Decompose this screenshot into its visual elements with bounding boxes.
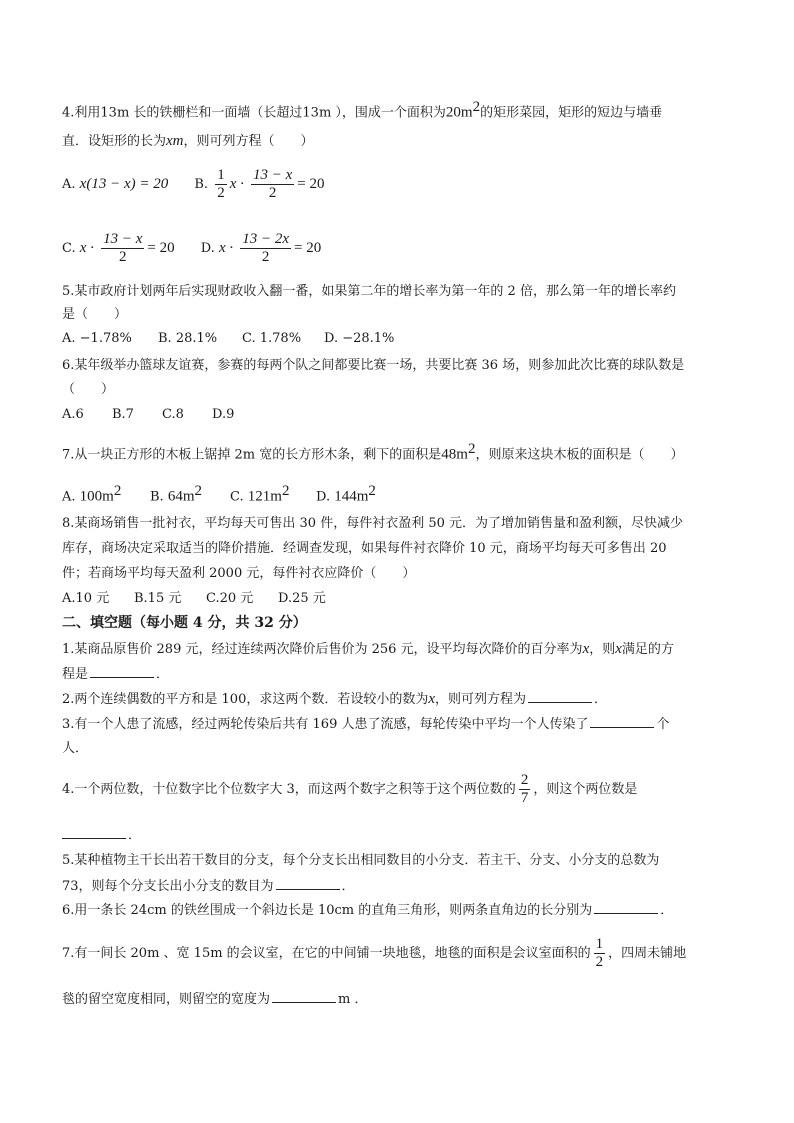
option-label: C. xyxy=(230,489,244,505)
q8-option-a[interactable]: A.10 元 xyxy=(62,591,110,606)
f6-text: 6.用一条长 24cm 的铁丝围成一个斜边长是 10cm 的直角三角形，则两条直角边的长分别为 xyxy=(62,903,593,918)
f4-line1 xyxy=(62,770,637,810)
f7-text: 7.有一间长 20m 、宽 15m 的会议室，在它的中间铺一块地毯，地毯的面积是会议室面积的 xyxy=(62,946,591,961)
q4-text: 4.利用13m 长的铁栅栏和一面墙（长超过13m ），围成一个面积为 xyxy=(62,105,446,121)
q6-option-d[interactable]: D.9 xyxy=(212,407,235,422)
option-value: 144m xyxy=(334,488,369,505)
q4-text: 直．设矩形的长为 xyxy=(62,134,167,149)
q7-option-a[interactable] xyxy=(62,482,150,506)
q8-option-d[interactable]: D.25 元 xyxy=(278,591,326,606)
q4-options-ab xyxy=(62,164,325,205)
q5-line2: 是（ ） xyxy=(62,307,128,322)
option-expr: x(13 − x) = 20 xyxy=(79,176,169,192)
option-label: D. xyxy=(200,241,215,256)
q8-line1: 8.某商场销售一批衬衣，平均每天可售出 30 件，每件衬衣盈利 50 元．为了增加销售量和盈利额，尽快减少 xyxy=(62,516,684,531)
denominator: 2 xyxy=(217,185,225,201)
f7-line2 xyxy=(62,990,367,1009)
q7-area-exp: 2 xyxy=(467,441,476,457)
q6-option-b[interactable]: B.7 xyxy=(112,407,134,422)
f1-text: 满足的方 xyxy=(621,642,674,657)
f5-text: 73，则每个分支长出小分支的数目为 xyxy=(62,879,274,894)
option-term: = 20 xyxy=(297,176,325,192)
f3-line2: 人． xyxy=(62,741,89,756)
q4-line2 xyxy=(62,132,314,151)
fraction xyxy=(101,231,144,266)
q5-option-d[interactable]: D. −28.1% xyxy=(324,331,395,346)
q4-area-exp: 2 xyxy=(472,99,481,115)
f1-var: x xyxy=(582,641,590,657)
q7-option-b[interactable] xyxy=(150,482,230,506)
f5-line1: 5.某种植物主干长出若干数目的分支，每个分支长出相同数目的小分支．若主干、分支、小分支的总数为 xyxy=(62,853,660,868)
numerator: 1 xyxy=(595,936,604,952)
denominator: 2 xyxy=(595,954,604,970)
f5-text: ． xyxy=(341,879,355,894)
f2-var: x xyxy=(428,691,436,707)
option-exp: 2 xyxy=(368,483,376,499)
option-term: x · xyxy=(229,176,244,192)
f6-line xyxy=(62,901,673,920)
q4-option-c[interactable] xyxy=(62,228,175,269)
q7-text: 7.从一块正方形的木板上锯掉 2m 宽的长方形木条，剩下的面积是 xyxy=(62,447,442,463)
q6-line2: （ ） xyxy=(62,382,115,397)
f1-line2 xyxy=(62,665,169,684)
f1-text: ． xyxy=(156,667,170,682)
f1-text: 1.某商品原售价 289 元，经过连续两次降价后售价为 256 元，设平均每次降价的百分率为 xyxy=(62,642,583,657)
q7-option-d[interactable] xyxy=(316,482,376,506)
q4-text: ，则可列方程（ ） xyxy=(183,134,314,149)
denominator: 2 xyxy=(101,248,144,266)
f2-line xyxy=(62,690,607,709)
f4-text: ． xyxy=(128,828,142,843)
q5-option-c[interactable]: C. 1.78% xyxy=(242,331,302,346)
q8-option-b[interactable]: B.15 元 xyxy=(134,591,182,606)
q4-option-d[interactable] xyxy=(201,228,322,269)
answer-blank[interactable] xyxy=(528,690,592,703)
f1-text: 程是 xyxy=(62,667,89,682)
f3-text: 3.有一个人患了流感，经过两轮传染后共有 169 人患了流感，每轮传染中平均一个人传染了 xyxy=(62,717,589,732)
fraction xyxy=(519,772,531,807)
f1-text: ，则 xyxy=(589,642,616,657)
q4-var: xm xyxy=(166,133,184,149)
answer-blank[interactable] xyxy=(276,877,340,890)
q7-options xyxy=(62,482,376,506)
q4-option-b[interactable] xyxy=(194,164,324,205)
option-label: C. xyxy=(62,241,76,256)
answer-blank[interactable] xyxy=(62,826,126,839)
q4-options-cd xyxy=(62,228,321,269)
option-exp: 2 xyxy=(194,483,202,499)
option-term: x · xyxy=(218,240,234,256)
f7-text: ，四周未铺地 xyxy=(608,946,687,961)
f4-line2 xyxy=(62,826,141,845)
fraction xyxy=(215,167,227,202)
denominator: 2 xyxy=(251,184,294,202)
answer-blank[interactable] xyxy=(272,990,336,1003)
answer-blank[interactable] xyxy=(594,901,658,914)
option-label: A. xyxy=(62,177,76,192)
f3-line1 xyxy=(62,715,670,734)
numerator: 1 xyxy=(217,167,225,183)
option-label: B. xyxy=(194,177,209,192)
f2-text: ． xyxy=(594,692,608,707)
numerator: 2 xyxy=(520,772,529,788)
f6-text: ． xyxy=(660,903,674,918)
f7-text: m ． xyxy=(338,992,368,1007)
f2-text: 2.两个连续偶数的平方和是 100，求这两个数．若设较小的数为 xyxy=(62,692,429,707)
q6-option-a[interactable]: A.6 xyxy=(62,407,84,422)
denominator: 2 xyxy=(240,248,291,266)
option-term: = 20 xyxy=(147,240,175,256)
q5-options xyxy=(62,330,394,348)
option-value: 121m xyxy=(247,488,282,505)
q7-line1 xyxy=(62,440,683,464)
q6-option-c[interactable]: C.8 xyxy=(162,407,184,422)
q4-option-a[interactable] xyxy=(62,164,168,205)
f5-line2 xyxy=(62,877,355,896)
option-exp: 2 xyxy=(281,483,290,499)
f1-line1 xyxy=(62,640,674,659)
q6-options xyxy=(62,406,234,424)
option-label: D. xyxy=(316,489,331,505)
numerator: 13 − x xyxy=(253,167,293,183)
q7-option-c[interactable] xyxy=(230,482,316,506)
option-label: A. xyxy=(62,489,76,505)
q6-line1: 6.某年级举办篮球友谊赛，参赛的每两个队之间都要比赛一场，共要比赛 36 场，则参加此次比赛的球队数是 xyxy=(62,358,685,373)
option-exp: 2 xyxy=(113,483,122,499)
answer-blank[interactable] xyxy=(90,665,154,678)
fraction xyxy=(240,231,291,266)
q4-text: 的矩形菜园，矩形的短边与墙垂 xyxy=(480,105,663,121)
q8-line2: 库存，商场决定采取适当的降价措施．经调查发现，如果每件衬衣降价 10 元，商场平均每天可多售出 20 xyxy=(62,541,667,556)
q5-option-b[interactable]: B. 28.1% xyxy=(158,331,218,346)
q8-options xyxy=(62,590,326,608)
f3-text: 个 xyxy=(656,717,670,732)
f7-text: 毯的留空宽度相同，则留空的宽度为 xyxy=(62,992,271,1007)
f7-line1 xyxy=(62,934,686,974)
option-term: x · xyxy=(79,240,94,256)
numerator: 13 − 2x xyxy=(242,231,290,247)
option-value: 100m xyxy=(79,488,114,505)
f4-text: 4.一个两位数，十位数字比个位数字大 3，而这两个数字之积等于这个两位数的 xyxy=(62,782,516,797)
numerator: 13 − x xyxy=(103,231,143,247)
f1-var: x xyxy=(615,641,622,657)
denominator: 7 xyxy=(520,790,529,806)
q5-line1: 5.某市政府计划两年后实现财政收入翻一番，如果第二年的增长率为第一年的 2 倍，那么第一年的增长率约 xyxy=(62,284,676,299)
q8-option-c[interactable]: C.20 元 xyxy=(206,591,254,606)
option-term: = 20 xyxy=(294,240,322,256)
f4-text: ，则这个两位数是 xyxy=(533,782,638,797)
answer-blank[interactable] xyxy=(590,715,654,728)
q7-area: 48m xyxy=(441,446,468,463)
q4-area: 20m xyxy=(445,104,473,121)
fraction xyxy=(594,936,606,971)
section-heading: 二、填空题（每小题 4 分，共 32 分） xyxy=(62,615,307,631)
f2-text: ，则可列方程为 xyxy=(435,692,527,707)
q5-option-a[interactable]: A. −1.78% xyxy=(62,331,132,346)
q4-line1 xyxy=(62,98,662,122)
fraction xyxy=(251,167,294,202)
option-value: 64m xyxy=(167,488,195,505)
q8-line3: 件；若商场平均每天盈利 2000 元，每件衬衣应降价（ ） xyxy=(62,566,416,581)
option-label: B. xyxy=(150,489,164,505)
q7-text: ，则原来这块木板的面积是（ ） xyxy=(475,447,684,463)
